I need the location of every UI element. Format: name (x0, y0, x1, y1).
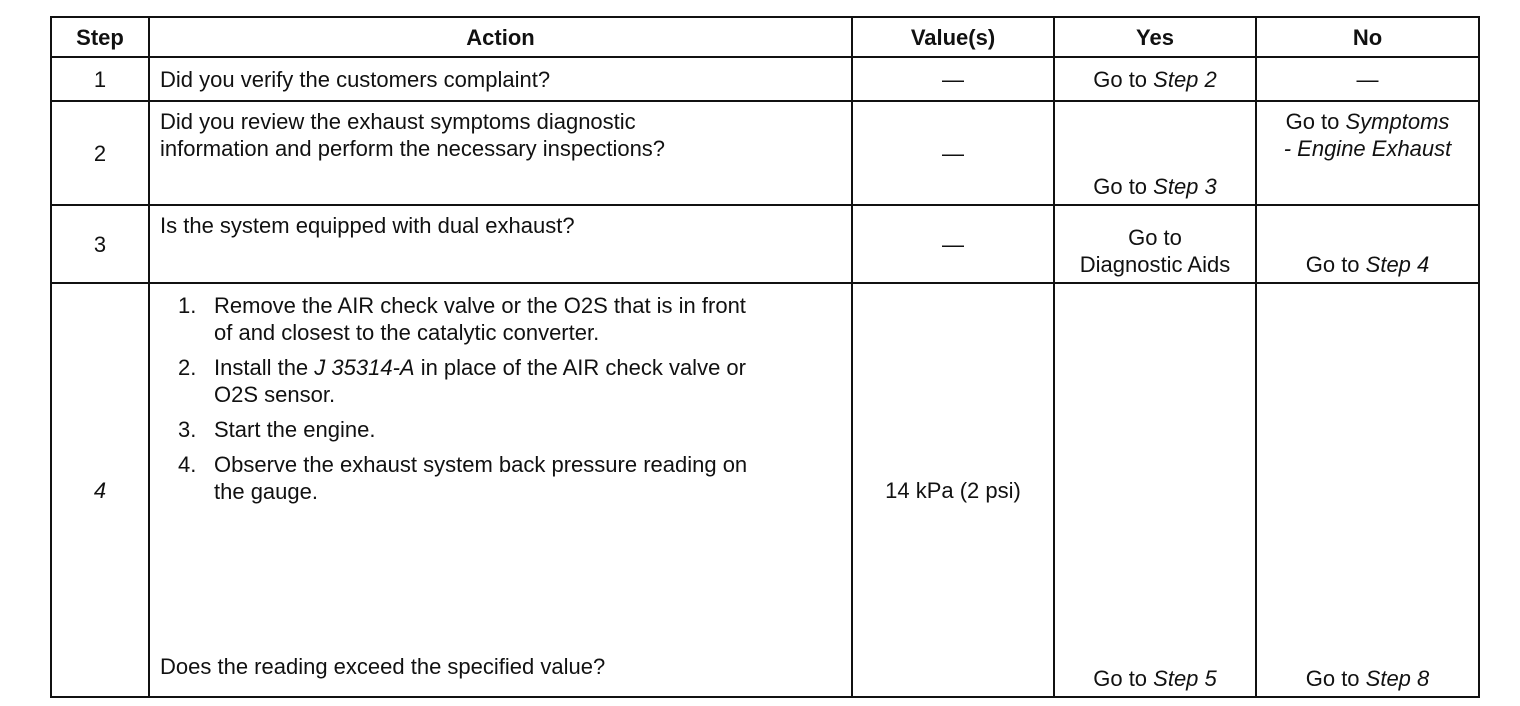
no-cell (1256, 205, 1479, 283)
yes-step-link[interactable]: Step 3 (1153, 174, 1217, 199)
substep-number: 3. (178, 417, 197, 442)
no-cell (1256, 101, 1479, 205)
yes-step-link[interactable]: Step 5 (1153, 666, 1217, 691)
tool-reference: J 35314-A (314, 355, 415, 380)
step-number: 3 (51, 205, 149, 283)
yes-cell (1054, 101, 1256, 205)
no-step-link[interactable]: Step 8 (1365, 666, 1430, 691)
no-step-link[interactable]: Step 4 (1365, 252, 1430, 277)
substep-line (214, 354, 841, 381)
no-prefix: Go to (1285, 109, 1346, 134)
header-yes: Yes (1054, 17, 1256, 57)
table-row-step-1 (51, 57, 1479, 101)
value-cell: — (852, 205, 1054, 283)
yes-diagnostic-aids-link[interactable]: Diagnostic Aids (1079, 252, 1231, 277)
yes-cell (1054, 57, 1256, 101)
substep-item (178, 416, 841, 443)
action-question: Does the reading exceed the specified value? (160, 654, 606, 679)
substep-item (178, 451, 841, 505)
substep-number: 2. (178, 355, 197, 380)
header-row (51, 17, 1479, 57)
diagnostic-table (50, 16, 1480, 698)
table-row-step-4 (51, 283, 1479, 697)
substep-line: of and closest to the catalytic converter. (214, 320, 600, 345)
value-cell: — (852, 101, 1054, 205)
header-action: Action (149, 17, 852, 57)
no-symptoms-link-line2[interactable]: - Engine Exhaust (1283, 136, 1452, 161)
yes-prefix: Go to (1093, 666, 1154, 691)
yes-step-link[interactable]: Step 2 (1153, 66, 1217, 92)
substep-item (178, 292, 841, 346)
yes-prefix: Go to (1093, 174, 1154, 199)
header-no: No (1256, 17, 1479, 57)
substep-item (178, 354, 841, 408)
value-cell: — (852, 57, 1054, 101)
action-text (149, 283, 852, 697)
yes-cell (1054, 283, 1256, 697)
no-cell (1256, 283, 1479, 697)
action-text (149, 101, 852, 205)
substep-number: 4. (178, 452, 197, 477)
action-text: Did you verify the customers complaint? (149, 57, 852, 101)
header-value: Value(s) (852, 17, 1054, 57)
substep-line: Observe the exhaust system back pressure reading on (214, 452, 748, 477)
action-line: information and perform the necessary inspections? (160, 136, 666, 161)
yes-cell (1054, 205, 1256, 283)
substep-line: O2S sensor. (214, 382, 336, 407)
no-symptoms-link[interactable]: Symptoms (1345, 109, 1450, 134)
step-number: 4 (51, 283, 149, 697)
step-number: 1 (51, 57, 149, 101)
substep-number: 1. (178, 293, 197, 318)
yes-line: Go to (1128, 225, 1182, 250)
table-row-step-2 (51, 101, 1479, 205)
substep-line: the gauge. (214, 479, 318, 504)
no-prefix: Go to (1305, 252, 1366, 277)
substep-line: Start the engine. (214, 417, 376, 442)
step-number: 2 (51, 101, 149, 205)
no-cell: — (1256, 57, 1479, 101)
substep-text: in place of the AIR check valve or (414, 355, 746, 380)
action-text: Is the system equipped with dual exhaust? (149, 205, 852, 283)
substep-text: Install the (214, 355, 315, 380)
substep-line: Remove the AIR check valve or the O2S that is in front (214, 293, 746, 318)
value-cell: 14 kPa (2 psi) (852, 283, 1054, 697)
action-line: Did you review the exhaust symptoms diagnostic (160, 109, 636, 134)
header-step: Step (51, 17, 149, 57)
no-prefix: Go to (1305, 666, 1366, 691)
yes-prefix: Go to (1093, 66, 1154, 92)
substep-list (160, 292, 841, 505)
table-row-step-3 (51, 205, 1479, 283)
